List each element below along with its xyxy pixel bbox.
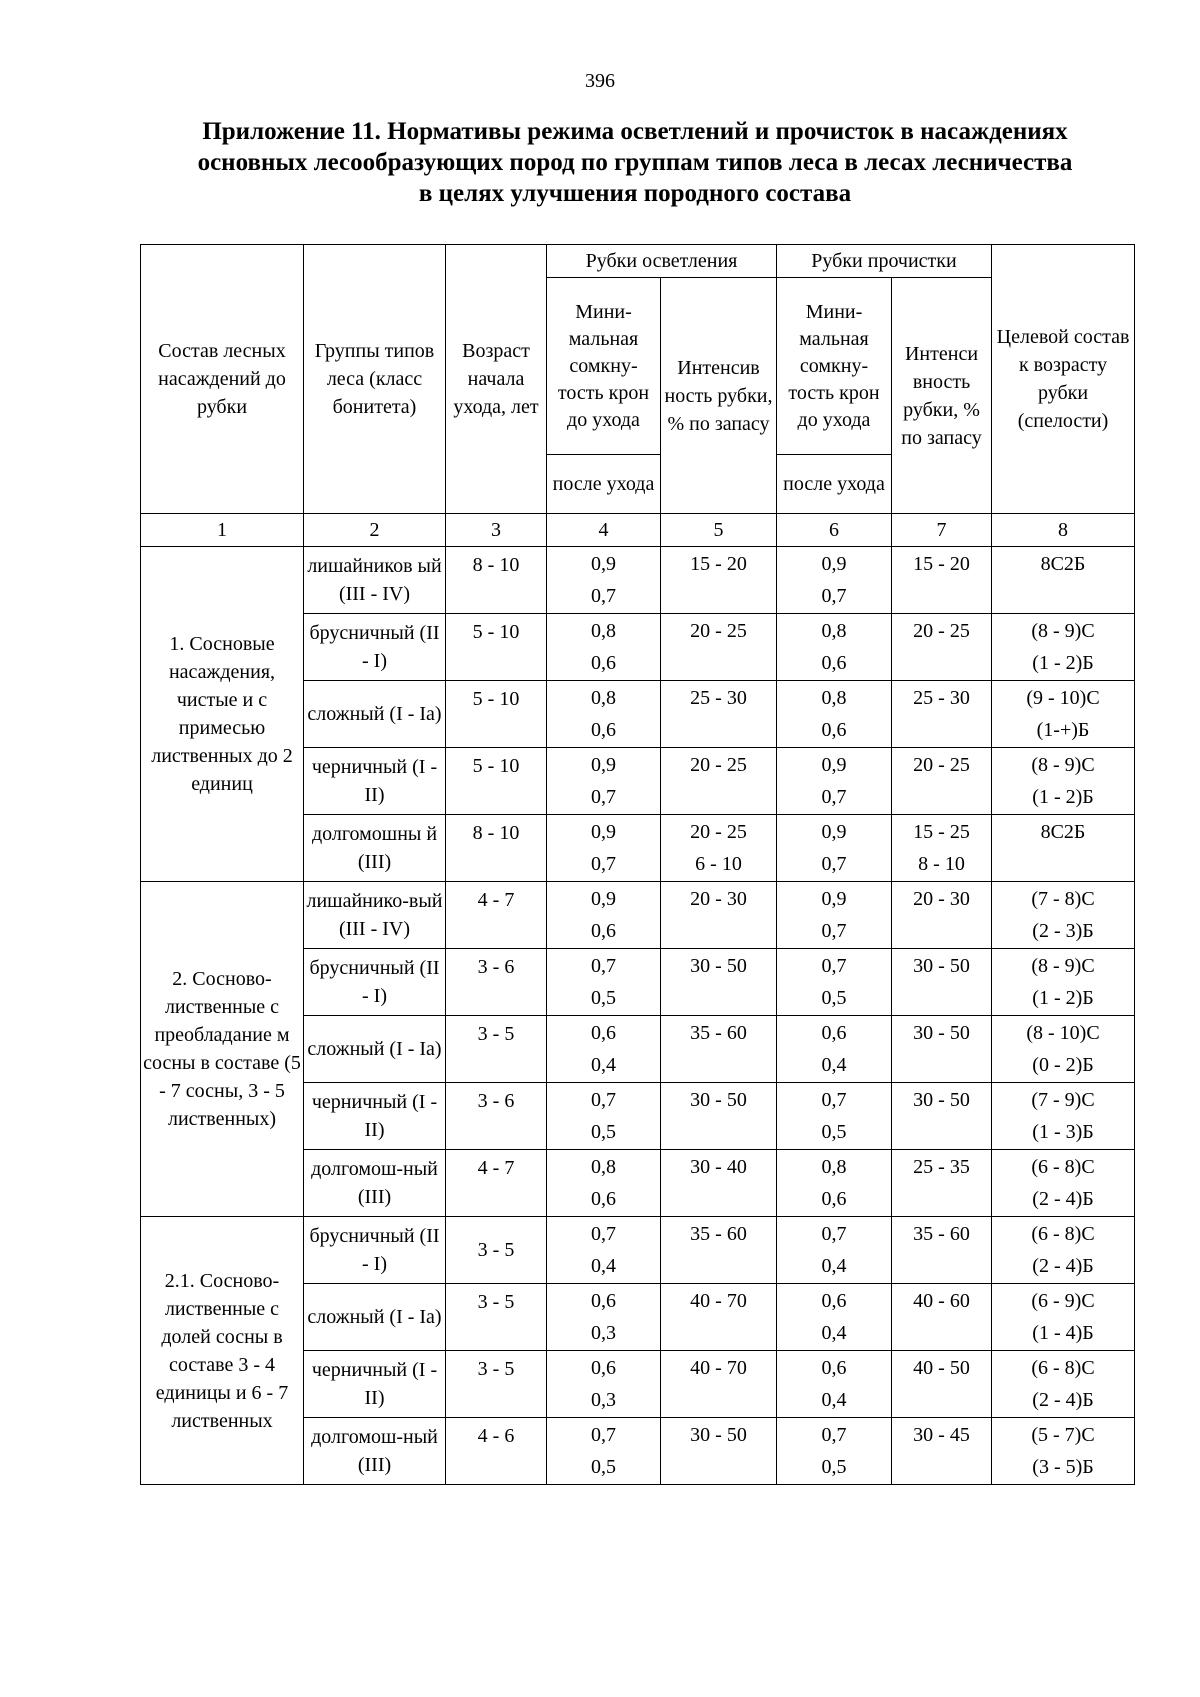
density-clearing-cell <box>547 949 661 1016</box>
density-value: 0,9 <box>821 888 847 910</box>
column-number: 2 <box>304 514 446 547</box>
column-number: 8 <box>992 514 1135 547</box>
density-clearing-cell <box>547 1351 661 1418</box>
intensity-value: 30 - 50 <box>690 1424 747 1446</box>
header-min-density-clearing: Мини-мальная сомкну-тость крон до ухода <box>547 278 661 455</box>
target-value: (2 - 4)Б <box>1032 1389 1094 1411</box>
forest-type-cell: долгомошны й (III) <box>304 815 446 882</box>
header-after-care-thinning: после ухода <box>777 455 892 514</box>
forest-type-cell: черничный (I - II) <box>304 1351 446 1418</box>
target-composition-cell <box>992 949 1135 1016</box>
header-intensity-clearing: Интенсив ность рубки, % по запасу <box>661 278 777 514</box>
intensity-thinning-cell <box>892 748 992 815</box>
intensity-clearing-cell <box>661 1150 777 1217</box>
density-thinning-cell <box>777 815 892 882</box>
density-value: 0,5 <box>591 1456 616 1478</box>
target-value: (1 - 2)Б <box>1032 786 1094 808</box>
intensity-value: 30 - 50 <box>690 955 747 977</box>
intensity-value: 20 - 25 <box>690 754 747 776</box>
target-value: (1-+)Б <box>1036 719 1090 741</box>
density-thinning-cell <box>777 1150 892 1217</box>
density-value: 0,8 <box>821 1156 847 1178</box>
column-number: 4 <box>547 514 661 547</box>
start-age-cell: 3 - 5 <box>446 1284 547 1351</box>
target-composition-cell <box>992 1418 1135 1485</box>
density-clearing-cell <box>547 681 661 748</box>
target-value: 8С2Б <box>1040 821 1086 843</box>
density-value: 0,7 <box>821 853 847 875</box>
group-name-cell: 1. Сосновые насаждения, чистые и с примесью лиственных до 2 единиц <box>141 547 304 882</box>
intensity-clearing-cell <box>661 815 777 882</box>
target-composition-cell <box>992 681 1135 748</box>
group-name-cell: 2. Сосново-лиственные с преобладание м сосны в составе (5 - 7 сосны, 3 - 5 лиственных) <box>141 882 304 1217</box>
density-value: 0,7 <box>591 585 616 607</box>
density-clearing-cell <box>547 1150 661 1217</box>
target-composition-cell <box>992 1284 1135 1351</box>
density-thinning-cell <box>777 1351 892 1418</box>
target-value: (3 - 5)Б <box>1032 1456 1094 1478</box>
intensity-value: 20 - 30 <box>690 888 747 910</box>
target-composition-cell <box>992 748 1135 815</box>
density-value: 0,9 <box>821 553 847 575</box>
intensity-thinning-cell <box>892 882 992 949</box>
density-value: 0,4 <box>821 1054 847 1076</box>
intensity-clearing-cell <box>661 882 777 949</box>
density-value: 0,4 <box>821 1389 847 1411</box>
start-age-cell: 8 - 10 <box>446 547 547 614</box>
density-value: 0,8 <box>591 687 616 709</box>
density-value: 0,5 <box>591 1121 616 1143</box>
document-title <box>130 116 1140 209</box>
intensity-thinning-cell <box>892 1284 992 1351</box>
density-value: 0,6 <box>591 920 616 942</box>
intensity-thinning-cell <box>892 1016 992 1083</box>
density-value: 0,3 <box>591 1389 616 1411</box>
intensity-clearing-cell <box>661 1083 777 1150</box>
header-min-density-thinning: Мини-мальная сомкну-тость крон до ухода <box>777 278 892 455</box>
header-intensity-thinning: Интенси вность рубки, % по запасу <box>892 278 992 514</box>
target-composition-cell <box>992 547 1135 614</box>
intensity-value: 30 - 45 <box>913 1424 970 1446</box>
start-age-cell: 3 - 6 <box>446 1083 547 1150</box>
title-line: в целях улучшения породного состава <box>418 180 852 207</box>
density-value: 0,7 <box>591 786 616 808</box>
intensity-clearing-cell <box>661 1284 777 1351</box>
density-clearing-cell <box>547 547 661 614</box>
density-clearing-cell <box>547 815 661 882</box>
page-number: 396 <box>585 70 615 92</box>
intensity-value: 30 - 50 <box>913 955 970 977</box>
start-age-cell: 3 - 6 <box>446 949 547 1016</box>
target-value: (5 - 7)С <box>1031 1424 1095 1446</box>
forest-type-cell: сложный (I - Ia) <box>304 681 446 748</box>
intensity-clearing-cell <box>661 949 777 1016</box>
column-number: 7 <box>892 514 992 547</box>
header-forest-type-group: Группы типов леса (класс бонитета) <box>304 245 446 514</box>
intensity-value: 30 - 50 <box>690 1089 747 1111</box>
intensity-value: 6 - 10 <box>695 853 742 875</box>
density-value: 0,7 <box>591 1424 616 1446</box>
intensity-thinning-cell <box>892 1217 992 1284</box>
density-value: 0,4 <box>591 1054 616 1076</box>
forest-type-cell: брусничный (II - I) <box>304 1217 446 1284</box>
density-value: 0,6 <box>821 652 847 674</box>
intensity-value: 20 - 25 <box>913 620 970 642</box>
density-value: 0,5 <box>821 987 847 1009</box>
density-value: 0,7 <box>591 1089 616 1111</box>
forest-type-cell: брусничный (II - I) <box>304 949 446 1016</box>
column-number: 5 <box>661 514 777 547</box>
table-row <box>141 1217 1135 1284</box>
density-value: 0,9 <box>591 553 616 575</box>
density-value: 0,4 <box>821 1322 847 1344</box>
target-value: (2 - 3)Б <box>1032 920 1094 942</box>
density-thinning-cell <box>777 882 892 949</box>
density-clearing-cell <box>547 1284 661 1351</box>
density-value: 0,7 <box>821 1089 847 1111</box>
density-value: 0,9 <box>591 888 616 910</box>
intensity-clearing-cell <box>661 1217 777 1284</box>
column-number: 3 <box>446 514 547 547</box>
density-value: 0,7 <box>591 955 616 977</box>
forest-type-cell: долгомош-ный (III) <box>304 1150 446 1217</box>
intensity-thinning-cell <box>892 1083 992 1150</box>
start-age-cell: 3 - 5 <box>446 1217 547 1284</box>
density-value: 0,6 <box>591 1290 616 1312</box>
start-age-cell: 8 - 10 <box>446 815 547 882</box>
intensity-value: 35 - 60 <box>913 1223 970 1245</box>
density-clearing-cell <box>547 1418 661 1485</box>
density-value: 0,7 <box>821 786 847 808</box>
forest-type-cell: лишайнико-вый (III - IV) <box>304 882 446 949</box>
target-value: (8 - 9)С <box>1031 620 1095 642</box>
table-row <box>141 882 1135 949</box>
start-age-cell: 4 - 7 <box>446 1150 547 1217</box>
forest-type-cell: черничный (I - II) <box>304 748 446 815</box>
start-age-cell: 4 - 7 <box>446 882 547 949</box>
density-value: 0,4 <box>591 1255 616 1277</box>
density-value: 0,9 <box>591 754 616 776</box>
density-thinning-cell <box>777 1418 892 1485</box>
header-target-composition: Целевой состав к возрасту рубки (спелости) <box>992 245 1135 514</box>
intensity-value: 40 - 70 <box>690 1290 747 1312</box>
density-value: 0,6 <box>821 1357 847 1379</box>
intensity-clearing-cell <box>661 614 777 681</box>
intensity-value: 30 - 40 <box>690 1156 747 1178</box>
density-value: 0,9 <box>591 821 616 843</box>
column-number: 6 <box>777 514 892 547</box>
density-clearing-cell <box>547 882 661 949</box>
intensity-value: 25 - 30 <box>690 687 747 709</box>
intensity-thinning-cell <box>892 681 992 748</box>
target-composition-cell <box>992 1351 1135 1418</box>
intensity-value: 25 - 35 <box>913 1156 970 1178</box>
table-row <box>141 547 1135 614</box>
intensity-value: 15 - 20 <box>913 553 970 575</box>
target-value: (8 - 9)С <box>1031 955 1095 977</box>
intensity-value: 15 - 25 <box>913 821 970 843</box>
target-composition-cell <box>992 1083 1135 1150</box>
target-composition-cell <box>992 1150 1135 1217</box>
intensity-clearing-cell <box>661 748 777 815</box>
intensity-thinning-cell <box>892 949 992 1016</box>
target-value: (1 - 3)Б <box>1032 1121 1094 1143</box>
column-number: 1 <box>141 514 304 547</box>
density-value: 0,8 <box>821 687 847 709</box>
title-line: основных лесообразующих пород по группам типов леса в лесах лесничества <box>197 149 1073 176</box>
target-value: (6 - 8)С <box>1031 1357 1095 1379</box>
density-thinning-cell <box>777 1284 892 1351</box>
density-value: 0,5 <box>591 987 616 1009</box>
intensity-value: 40 - 60 <box>913 1290 970 1312</box>
start-age-cell: 3 - 5 <box>446 1351 547 1418</box>
forest-type-cell: долгомош-ный (III) <box>304 1418 446 1485</box>
target-value: (8 - 9)С <box>1031 754 1095 776</box>
density-value: 0,6 <box>821 1188 847 1210</box>
start-age-cell: 5 - 10 <box>446 614 547 681</box>
target-composition-cell <box>992 1217 1135 1284</box>
density-thinning-cell <box>777 1217 892 1284</box>
intensity-thinning-cell <box>892 1418 992 1485</box>
intensity-clearing-cell <box>661 681 777 748</box>
target-value: (6 - 8)С <box>1031 1223 1095 1245</box>
density-value: 0,6 <box>821 719 847 741</box>
table-body <box>141 547 1135 1485</box>
start-age-cell: 5 - 10 <box>446 748 547 815</box>
target-value: (0 - 2)Б <box>1032 1054 1094 1076</box>
intensity-clearing-cell <box>661 1016 777 1083</box>
target-composition-cell <box>992 882 1135 949</box>
density-value: 0,7 <box>821 1223 847 1245</box>
density-value: 0,7 <box>821 955 847 977</box>
density-value: 0,7 <box>821 585 847 607</box>
density-value: 0,6 <box>821 1022 847 1044</box>
density-value: 0,3 <box>591 1322 616 1344</box>
target-value: (2 - 4)Б <box>1032 1188 1094 1210</box>
intensity-clearing-cell <box>661 1418 777 1485</box>
density-value: 0,8 <box>591 1156 616 1178</box>
density-value: 0,8 <box>821 620 847 642</box>
header-clearing-cuts: Рубки осветления <box>547 245 777 278</box>
target-value: (6 - 9)С <box>1031 1290 1095 1312</box>
target-value: (7 - 8)С <box>1031 888 1095 910</box>
target-value: (9 - 10)С <box>1026 687 1100 709</box>
density-value: 0,6 <box>591 652 616 674</box>
target-value: (8 - 10)С <box>1026 1022 1100 1044</box>
density-value: 0,6 <box>591 719 616 741</box>
density-clearing-cell <box>547 1083 661 1150</box>
intensity-value: 35 - 60 <box>690 1223 747 1245</box>
intensity-value: 35 - 60 <box>690 1022 747 1044</box>
density-value: 0,7 <box>591 1223 616 1245</box>
start-age-cell: 5 - 10 <box>446 681 547 748</box>
norms-table <box>140 244 1135 1485</box>
intensity-thinning-cell <box>892 815 992 882</box>
target-value: (2 - 4)Б <box>1032 1255 1094 1277</box>
group-name-cell: 2.1. Сосново-лиственные с долей сосны в составе 3 - 4 единицы и 6 - 7 лиственных <box>141 1217 304 1485</box>
density-thinning-cell <box>777 1083 892 1150</box>
start-age-cell: 3 - 5 <box>446 1016 547 1083</box>
density-value: 0,7 <box>591 853 616 875</box>
intensity-thinning-cell <box>892 1150 992 1217</box>
header-after-care-clearing: после ухода <box>547 455 661 514</box>
target-value: (1 - 2)Б <box>1032 987 1094 1009</box>
forest-type-cell: сложный (I - Ia) <box>304 1016 446 1083</box>
density-value: 0,4 <box>821 1255 847 1277</box>
intensity-thinning-cell <box>892 614 992 681</box>
title-line: Приложение 11. Нормативы режима осветлений и прочисток в насаждениях <box>202 118 1068 145</box>
intensity-value: 15 - 20 <box>690 553 747 575</box>
density-thinning-cell <box>777 949 892 1016</box>
forest-type-cell: черничный (I - II) <box>304 1083 446 1150</box>
density-value: 0,9 <box>821 754 847 776</box>
target-composition-cell <box>992 614 1135 681</box>
density-clearing-cell <box>547 748 661 815</box>
intensity-clearing-cell <box>661 1351 777 1418</box>
intensity-value: 20 - 25 <box>690 620 747 642</box>
density-value: 0,6 <box>821 1290 847 1312</box>
target-composition-cell <box>992 815 1135 882</box>
start-age-cell: 4 - 6 <box>446 1418 547 1485</box>
target-value: (6 - 8)С <box>1031 1156 1095 1178</box>
target-composition-cell <box>992 1016 1135 1083</box>
forest-type-cell: лишайников ый (III - IV) <box>304 547 446 614</box>
forest-type-cell: брусничный (II - I) <box>304 614 446 681</box>
target-value: 8С2Б <box>1040 553 1086 575</box>
intensity-thinning-cell <box>892 547 992 614</box>
density-clearing-cell <box>547 1016 661 1083</box>
intensity-value: 40 - 50 <box>913 1357 970 1379</box>
density-value: 0,7 <box>821 1424 847 1446</box>
density-clearing-cell <box>547 1217 661 1284</box>
intensity-value: 25 - 30 <box>913 687 970 709</box>
intensity-value: 20 - 25 <box>913 754 970 776</box>
density-clearing-cell <box>547 614 661 681</box>
density-value: 0,6 <box>591 1188 616 1210</box>
header-thinning-cuts: Рубки прочистки <box>777 245 992 278</box>
intensity-thinning-cell <box>892 1351 992 1418</box>
density-thinning-cell <box>777 1016 892 1083</box>
intensity-value: 30 - 50 <box>913 1022 970 1044</box>
density-value: 0,6 <box>591 1022 616 1044</box>
intensity-value: 20 - 25 <box>690 821 747 843</box>
header-start-age: Возраст начала ухода, лет <box>446 245 547 514</box>
intensity-value: 8 - 10 <box>918 853 965 875</box>
density-thinning-cell <box>777 547 892 614</box>
density-value: 0,7 <box>821 920 847 942</box>
density-thinning-cell <box>777 748 892 815</box>
density-value: 0,5 <box>821 1456 847 1478</box>
density-value: 0,5 <box>821 1121 847 1143</box>
forest-type-cell: сложный (I - Ia) <box>304 1284 446 1351</box>
target-value: (1 - 2)Б <box>1032 652 1094 674</box>
target-value: (7 - 9)С <box>1031 1089 1095 1111</box>
intensity-value: 20 - 30 <box>913 888 970 910</box>
density-value: 0,9 <box>821 821 847 843</box>
target-value: (1 - 4)Б <box>1032 1322 1094 1344</box>
header-forest-composition: Состав лесных насаждений до рубки <box>141 245 304 514</box>
intensity-clearing-cell <box>661 547 777 614</box>
density-value: 0,8 <box>591 620 616 642</box>
density-value: 0,6 <box>591 1357 616 1379</box>
intensity-value: 30 - 50 <box>913 1089 970 1111</box>
density-thinning-cell <box>777 614 892 681</box>
density-thinning-cell <box>777 681 892 748</box>
intensity-value: 40 - 70 <box>690 1357 747 1379</box>
